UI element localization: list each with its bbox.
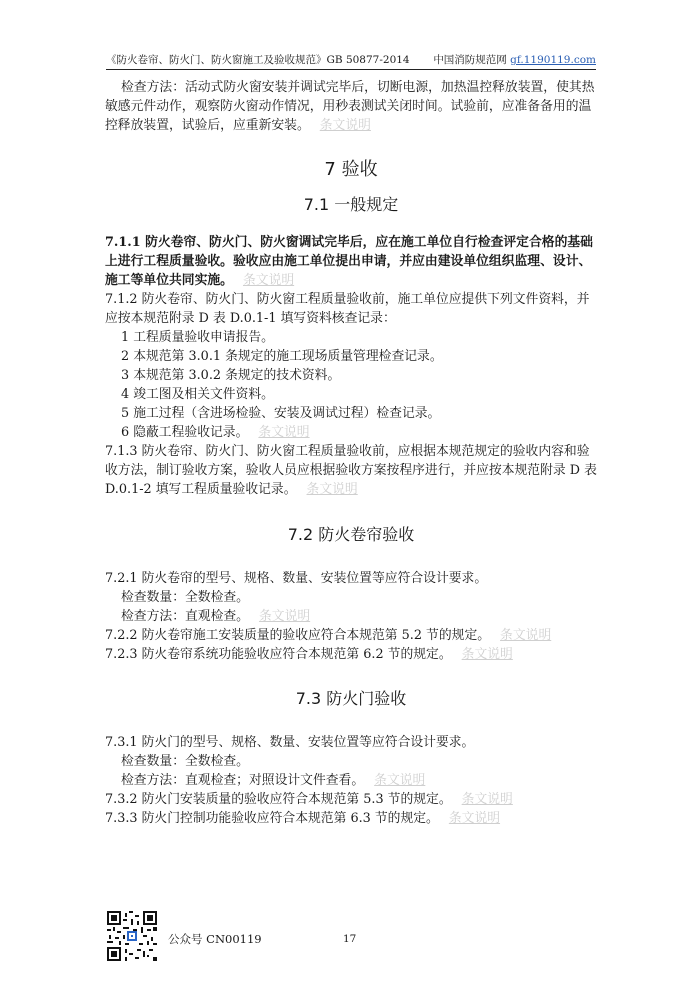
list-item: 2 本规范第 3.0.1 条规定的施工现场质量管理检查记录。 <box>121 349 443 364</box>
commentary-link[interactable]: 条文说明 <box>461 647 513 662</box>
commentary-link[interactable]: 条文说明 <box>258 425 310 440</box>
clause-7-3-3-text: 7.3.3 防火门控制功能验收应符合本规范第 6.3 节的规定。 <box>105 811 439 826</box>
qr-code-icon <box>107 911 157 961</box>
check-method <box>105 771 597 790</box>
running-header <box>106 53 596 70</box>
clause-7-2-3 <box>105 645 597 664</box>
page-number: 17 <box>343 933 357 945</box>
check-quantity: 检查数量：全数检查。 <box>121 590 249 605</box>
header-site-name: 中国消防规范网 <box>433 54 507 66</box>
list-item: 5 施工过程（含进场检验、安装及调试过程）检查记录。 <box>121 406 441 421</box>
list-item: 4 竣工图及相关文件资料。 <box>121 387 274 402</box>
intro-paragraph <box>105 78 597 135</box>
clause-7-1-1 <box>105 233 597 290</box>
chapter-title: 7 验收 <box>324 159 378 180</box>
list-item-text: 6 隐蔽工程验收记录。 <box>121 425 249 440</box>
header-site-url[interactable]: gf.1190119.com <box>510 54 596 66</box>
header-site <box>433 53 596 67</box>
clause-7-1-3 <box>105 442 597 499</box>
clause-7-1-2: 7.1.2 防火卷帘、防火门、防火窗工程质量验收前，施工单位应提供下列文件资料，并应按本规范附录 D 表 D.0.1-1 填写资料核查记录： <box>105 292 590 326</box>
clause-7-3-3 <box>105 809 597 828</box>
commentary-link[interactable]: 条文说明 <box>306 482 358 497</box>
clause-7-2-3-text: 7.2.3 防火卷帘系统功能验收应符合本规范第 6.2 节的规定。 <box>105 647 452 662</box>
commentary-link[interactable]: 条文说明 <box>319 118 371 133</box>
clause-7-3-2-text: 7.3.2 防火门安装质量的验收应符合本规范第 5.3 节的规定。 <box>105 792 452 807</box>
check-method-text: 检查方法：直观检查；对照设计文件查看。 <box>121 773 365 788</box>
clause-7-2-2-text: 7.2.2 防火卷帘施工安装质量的验收应符合本规范第 5.2 节的规定。 <box>105 628 491 643</box>
check-quantity: 检查数量：全数检查。 <box>121 754 249 769</box>
commentary-link[interactable]: 条文说明 <box>258 609 311 624</box>
section-title-7-2: 7.2 防火卷帘验收 <box>287 525 415 544</box>
clause-7-2-1: 7.2.1 防火卷帘的型号、规格、数量、安装位置等应符合设计要求。 <box>105 571 488 586</box>
clause-7-1-1-text: 7.1.1 防火卷帘、防火门、防火窗调试完毕后，应在施工单位自行检查评定合格的基础上进行工程质量验收。验收应由施工单位提出申请，并应由建设单位组织监理、设计、施工等单位共同实施。 <box>105 235 593 288</box>
check-method-text: 检查方法：直观检查。 <box>121 609 249 624</box>
commentary-link[interactable]: 条文说明 <box>374 773 426 788</box>
section-title-7-3: 7.3 防火门验收 <box>295 689 407 708</box>
intro-text: 检查方法：活动式防火窗安装并调试完毕后，切断电源，加热温控释放装置，使其热敏感元件动作，观察防火窗动作情况，用秒表测试关闭时间。试验前，应准备备用的温控释放装置，试验后，应重新安装。 <box>105 80 595 133</box>
list-item-6 <box>105 423 597 442</box>
section-title-7-1: 7.1 一般规定 <box>303 195 399 214</box>
commentary-link[interactable]: 条文说明 <box>242 273 295 288</box>
list-item: 3 本规范第 3.0.2 条规定的技术资料。 <box>121 368 341 383</box>
clause-7-3-1: 7.3.1 防火门的型号、规格、数量、安装位置等应符合设计要求。 <box>105 735 475 750</box>
clause-7-3-2 <box>105 790 597 809</box>
commentary-link[interactable]: 条文说明 <box>500 628 552 643</box>
commentary-link[interactable]: 条文说明 <box>448 811 501 826</box>
clause-7-2-2 <box>105 626 597 645</box>
clause-7-1-3-text: 7.1.3 防火卷帘、防火门、防火窗工程质量验收前，应根据本规范规定的验收内容和验收方法，制订验收方案，验收人员应根据验收方案按程序进行，并应按本规范附录 D 表 D.0.1-2 填写工程质量验收记录。 <box>105 444 597 497</box>
check-method <box>105 607 597 626</box>
list-item: 1 工程质量验收申请报告。 <box>121 330 274 345</box>
footer-account: 公众号 CN00119 <box>168 932 262 946</box>
page-content <box>105 78 597 828</box>
commentary-link[interactable]: 条文说明 <box>461 792 513 807</box>
header-book-title: 《防火卷帘、防火门、防火窗施工及验收规范》GB 50877-2014 <box>106 54 410 66</box>
